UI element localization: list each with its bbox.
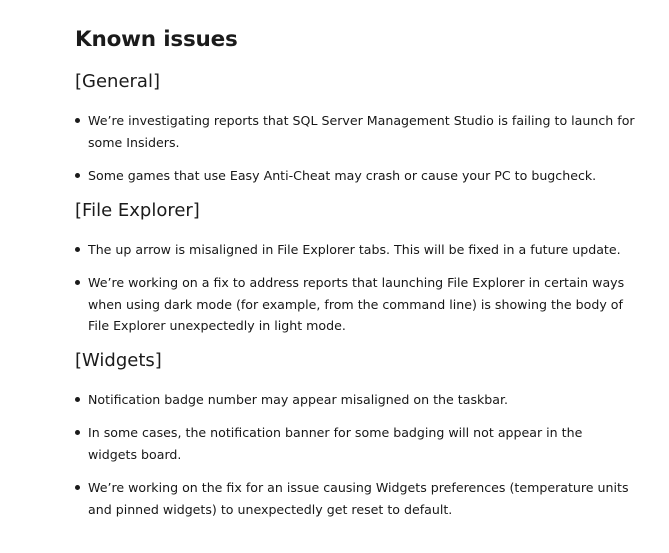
list-item [75,165,635,187]
bullet-icon [75,173,80,178]
article-content [75,25,635,532]
bullet-icon [75,430,80,435]
list-item [75,239,635,261]
list-item [75,422,635,465]
issue-list-file-explorer [75,239,635,337]
list-item-text: We’re working on a fix to address reports that launching File Explorer in certain ways when using dark mode (for example, from the command line) is showing the body of File Explorer unexpectedly in light mode. [88,275,625,333]
list-item-text: Some games that use Easy Anti-Cheat may crash or cause your PC to bugcheck. [88,168,597,183]
issue-list-general [75,110,635,187]
bullet-icon [75,280,80,285]
list-item [75,477,635,520]
list-item-text: The up arrow is misaligned in File Explorer tabs. This will be fixed in a future update. [88,241,621,257]
list-item [75,272,635,337]
page-title: Known issues [75,27,238,52]
section-heading-widgets: [Widgets] [75,349,162,371]
issue-list-widgets [75,389,635,521]
list-item-text: Notification badge number may appear misaligned on the taskbar. [88,391,509,407]
section-heading-file-explorer: [File Explorer] [75,199,200,221]
list-item [75,110,635,153]
list-item-text: In some cases, the notification banner for some badging will not appear in the widgets board. [88,425,583,462]
list-item [75,389,635,411]
bullet-icon [75,118,80,123]
bullet-icon [75,485,80,490]
section-heading-general: [General] [75,71,160,92]
list-item-text: We’re working on the fix for an issue causing Widgets preferences (temperature units and pinned widgets) to unexpectedly get reset to default. [88,480,629,517]
bullet-icon [75,247,80,252]
list-item-text: We’re investigating reports that SQL Server Management Studio is failing to launch for some Insiders. [88,113,635,150]
bullet-icon [75,397,80,402]
